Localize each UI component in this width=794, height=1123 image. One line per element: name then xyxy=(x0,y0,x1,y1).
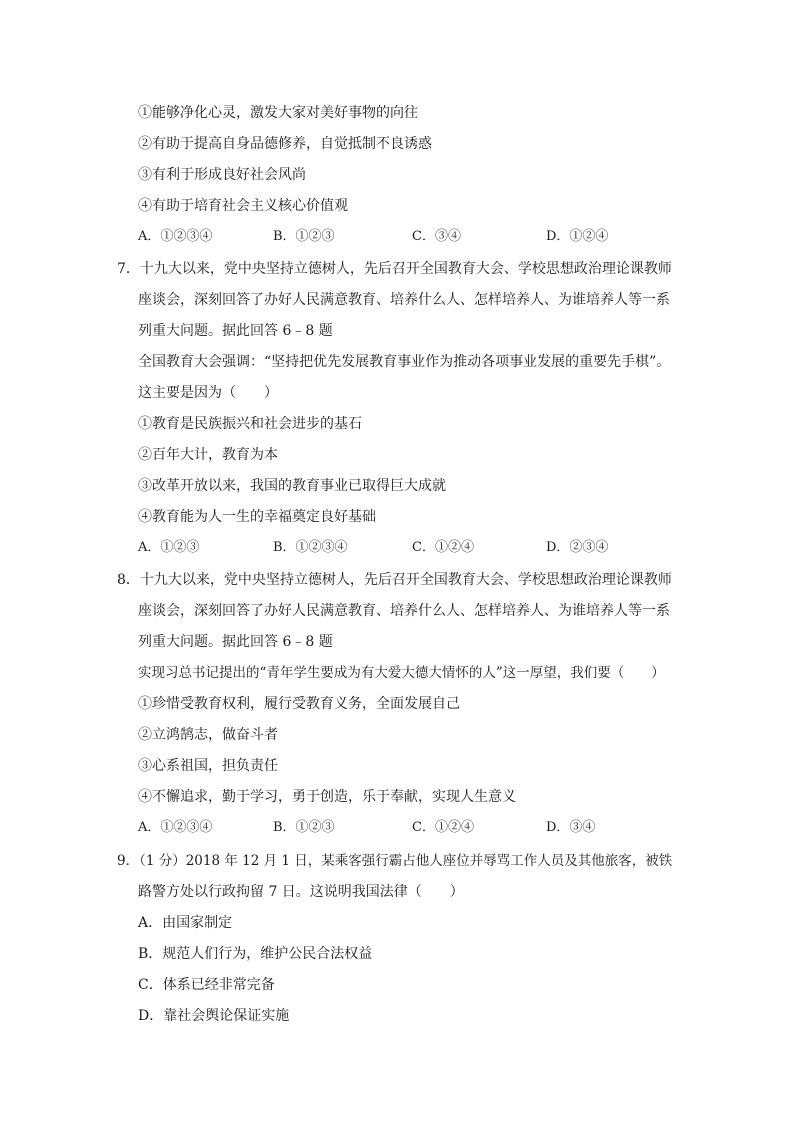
q8-choice-b: B．①②③ xyxy=(273,820,335,835)
q6-statement-2: ②有助于提高自身品德修养，自觉抵制不良诱惑 xyxy=(138,136,432,152)
q6-choice-a: A．①②③④ xyxy=(138,229,213,244)
q6-choices xyxy=(138,228,678,246)
q7-choice-d: D．②③④ xyxy=(546,540,609,555)
q8-statement-2: ②立鸿鹄志，做奋斗者 xyxy=(138,727,278,743)
q7-statement-3: ③改革开放以来，我国的教育事业已取得巨大成就 xyxy=(138,478,446,494)
q8-statement-4: ④不懈追求，勤于学习，勇于创造，乐于奉献，实现人生意义 xyxy=(138,789,516,805)
q7-stem-line-2: 座谈会，深刻回答了办好人民满意教育、培养什么人、怎样培养人、为谁培养人等一系 xyxy=(138,292,670,308)
q7-choice-b: B．①②③④ xyxy=(273,540,348,555)
q8-choice-c: C．①②④ xyxy=(412,820,474,835)
q9-option-a: A．由国家制定 xyxy=(138,915,233,931)
q7-statement-1: ①教育是民族振兴和社会进步的基石 xyxy=(138,416,362,432)
q6-statement-4: ④有助于培育社会主义核心价值观 xyxy=(138,198,348,214)
q9-option-c: C．体系已经非常完备 xyxy=(138,977,275,993)
q7-question-line-1: 全国教育大会强调：“坚持把优先发展教育事业作为推动各项事业发展的重要先手棋”。 xyxy=(138,354,671,370)
q9-option-d: D．靠社会舆论保证实施 xyxy=(138,1008,290,1024)
q8-choice-d: D．③④ xyxy=(546,820,596,835)
q6-statement-3: ③有利于形成良好社会风尚 xyxy=(138,167,306,183)
q7-question-line-2: 这主要是因为（ ） xyxy=(138,385,278,401)
q9-stem-line-1: 9．（1 分）2018 年 12 月 1 日，某乘客强行霸占他人座位并辱骂工作人员及其他旅客，被铁 xyxy=(117,853,673,869)
q9-option-b: B．规范人们行为，维护公民合法权益 xyxy=(138,946,373,962)
q7-choice-c: C．①②④ xyxy=(412,540,474,555)
q7-statement-2: ②百年大计，教育为本 xyxy=(138,447,278,463)
q9-stem-line-2: 路警方处以行政拘留 7 日。这说明我国法律（ ） xyxy=(138,884,464,900)
q8-choices xyxy=(138,819,678,837)
q8-statement-1: ①珍惜受教育权利，履行受教育义务，全面发展自己 xyxy=(138,696,460,712)
q7-choices xyxy=(138,539,678,557)
q8-stem-line-1: 8．十九大以来，党中央坚持立德树人，先后召开全国教育大会、学校思想政治理论课教师 xyxy=(117,572,672,588)
q8-question: 实现习总书记提出的“青年学生要成为有大爱大德大情怀的人”这一厚望，我们要（ ） xyxy=(138,665,665,681)
q6-choice-c: C．③④ xyxy=(412,229,461,244)
q8-stem-line-2: 座谈会，深刻回答了办好人民满意教育、培养什么人、怎样培养人、为谁培养人等一系 xyxy=(138,603,670,619)
q7-stem-line-1: 7．十九大以来，党中央坚持立德树人，先后召开全国教育大会、学校思想政治理论课教师 xyxy=(117,261,672,277)
q6-statement-1: ①能够净化心灵，激发大家对美好事物的向往 xyxy=(138,105,418,121)
q7-statement-4: ④教育能为人一生的幸福奠定良好基础 xyxy=(138,509,376,525)
q8-stem-line-3: 列重大问题。据此回答 6﹣8 题 xyxy=(138,634,333,650)
q7-choice-a: A．①②③ xyxy=(138,540,200,555)
q6-choice-d: D．①②④ xyxy=(546,229,609,244)
q7-stem-line-3: 列重大问题。据此回答 6﹣8 题 xyxy=(138,323,333,339)
q8-statement-3: ③心系祖国，担负责任 xyxy=(138,758,278,774)
q8-choice-a: A．①②③④ xyxy=(138,820,213,835)
q6-choice-b: B．①②③ xyxy=(273,229,335,244)
